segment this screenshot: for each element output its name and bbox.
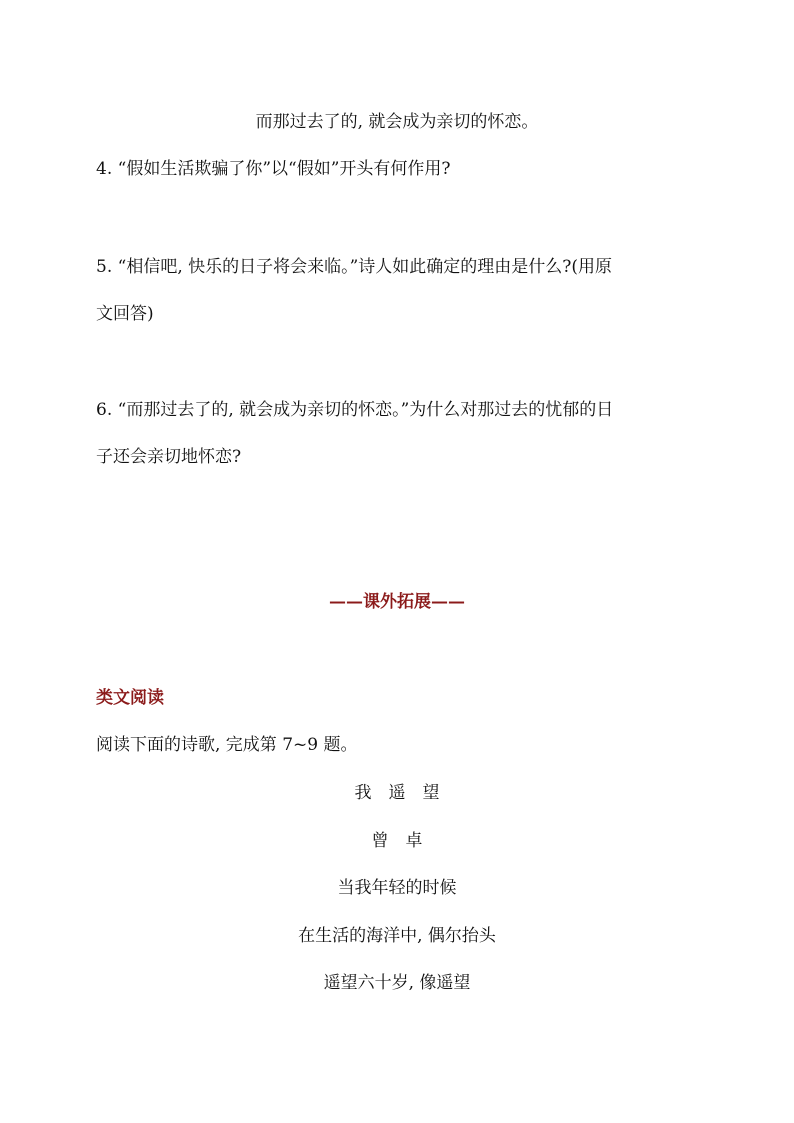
- reading-instruction: 阅读下面的诗歌, 完成第 7~9 题。: [96, 735, 358, 755]
- question-5-line-1: 5. “相信吧, 快乐的日子将会来临。”诗人如此确定的理由是什么?(用原: [96, 257, 613, 277]
- poem-line-2: 在生活的海洋中, 偶尔抬头: [298, 926, 496, 946]
- poem-line-3: 遥望六十岁, 像遥望: [323, 973, 471, 993]
- question-4: 4. “假如生活欺骗了你”以“假如”开头有何作用?: [96, 159, 451, 179]
- section-subtitle: 类文阅读: [96, 688, 164, 708]
- poem-closing-line: 而那过去了的, 就会成为亲切的怀恋。: [255, 112, 539, 132]
- poem-line-1: 当我年轻的时候: [337, 878, 457, 898]
- question-5-line-2: 文回答): [96, 304, 154, 324]
- poem-title: 我 遥 望: [354, 783, 440, 803]
- section-title: ——课外拓展——: [329, 592, 465, 612]
- poem-author: 曾 卓: [371, 831, 423, 851]
- question-6-line-2: 子还会亲切地怀恋?: [96, 447, 242, 467]
- question-6-line-1: 6. “而那过去了的, 就会成为亲切的怀恋。”为什么对那过去的忧郁的日: [96, 400, 614, 420]
